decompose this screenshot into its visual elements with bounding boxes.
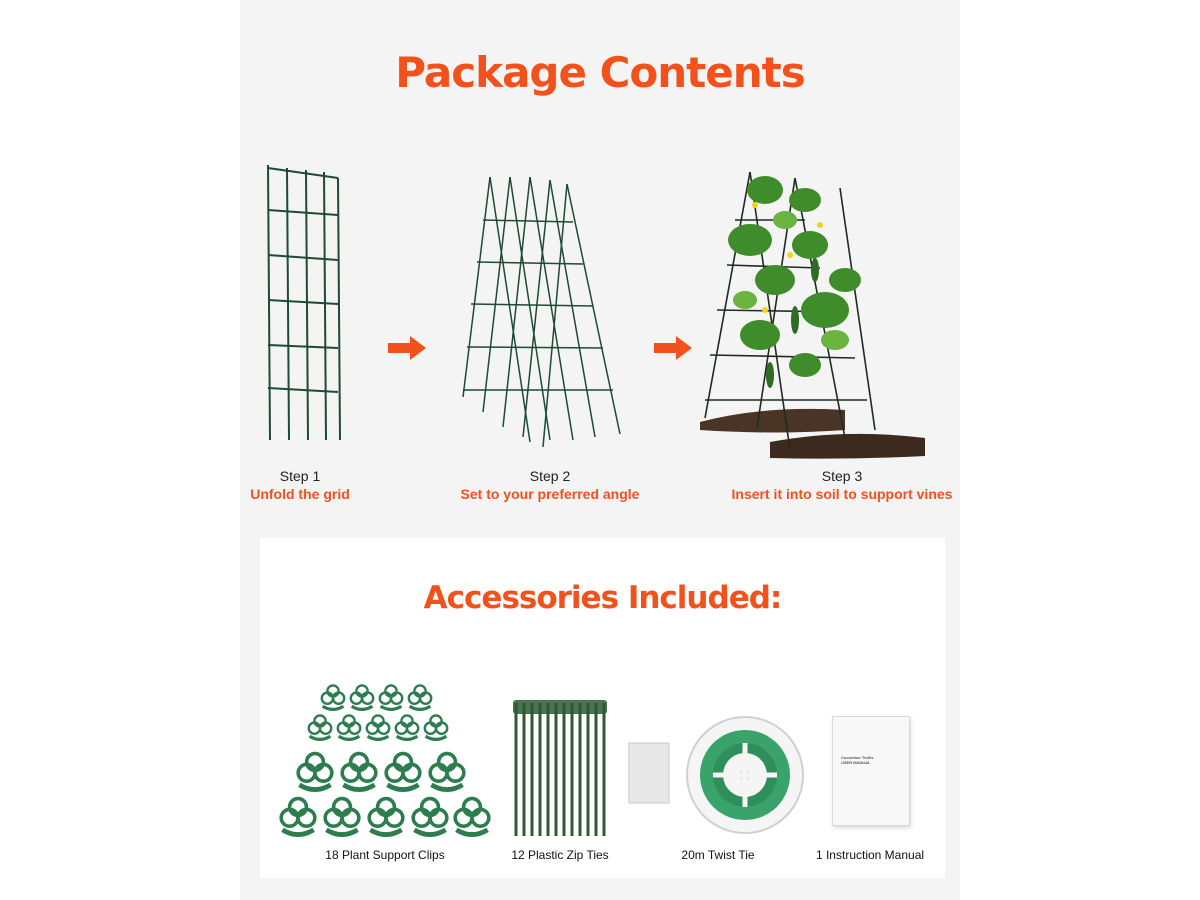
accessory-label: 12 Plastic Zip Ties (511, 848, 609, 862)
step-description: Unfold the grid (250, 486, 350, 502)
step-2-caption (420, 467, 680, 503)
step-number: Step 3 (821, 468, 863, 484)
step-number: Step 2 (529, 468, 571, 484)
page-title: Package Contents (395, 48, 805, 97)
product-panel (240, 0, 960, 900)
accessory-label: 1 Instruction Manual (815, 848, 925, 862)
manual-cover-title: Cucumber Trellis (841, 755, 874, 760)
step-number: Step 1 (279, 468, 321, 484)
manual-cover-subtitle: USER MANUAL (841, 760, 871, 765)
accessories-card (260, 538, 945, 878)
arrow-right-icon (654, 336, 692, 360)
accessory-label: 18 Plant Support Clips (325, 848, 445, 862)
step-description: Insert it into soil to support vines (731, 486, 953, 502)
flat-trellis-image (260, 160, 380, 450)
zip-ties-image (510, 698, 620, 838)
accessory-label: 20m Twist Tie (681, 848, 755, 862)
step-description: Set to your preferred angle (460, 486, 640, 502)
a-frame-trellis-image (455, 172, 630, 452)
arrow-right-icon (388, 336, 426, 360)
trellis-with-vines-image (695, 160, 935, 465)
step-3-caption (712, 467, 972, 503)
plant-support-clips-image (280, 683, 490, 843)
twist-tie-spool-image (625, 713, 800, 838)
instruction-manual-image (832, 716, 910, 826)
step-1-caption (170, 467, 430, 503)
accessories-title: Accessories Included: (423, 580, 782, 616)
